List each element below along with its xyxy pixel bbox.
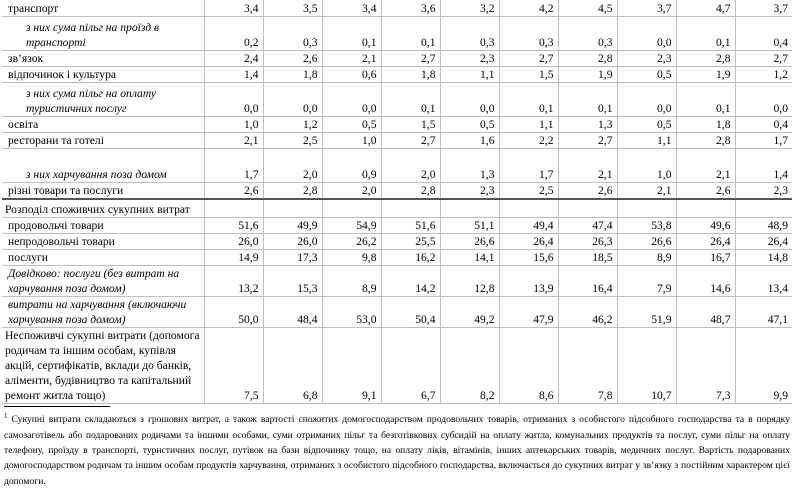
value-cell: 0,4 — [735, 16, 792, 50]
value-cell: 1,1 — [440, 66, 499, 82]
table-row — [2, 328, 792, 404]
value-cell: 0,0 — [440, 82, 499, 116]
value-cell: 26,6 — [440, 234, 499, 250]
value-cell: 8,9 — [617, 250, 676, 266]
value-cell: 10,7 — [617, 328, 676, 404]
value-cell: 1,3 — [558, 116, 617, 132]
table-row — [2, 66, 792, 82]
table-row — [2, 50, 792, 66]
value-cell: 1,2 — [735, 66, 792, 82]
value-cell: 2,0 — [322, 182, 381, 199]
row-label: Розподіл споживчих сукупних витрат — [2, 199, 204, 218]
row-label: послуги — [2, 250, 204, 266]
value-cell: 1,0 — [617, 148, 676, 182]
value-cell: 2,1 — [204, 132, 263, 148]
value-cell: 1,4 — [735, 148, 792, 182]
table-body — [2, 0, 792, 404]
value-cell: 3,4 — [204, 0, 263, 16]
value-cell: 1,7 — [499, 148, 558, 182]
table-row — [2, 16, 792, 50]
value-cell: 2,8 — [676, 50, 735, 66]
value-cell: 1,1 — [617, 132, 676, 148]
value-cell: 48,7 — [676, 297, 735, 328]
value-cell: 2,7 — [499, 50, 558, 66]
value-cell: 50,4 — [381, 297, 440, 328]
value-cell: 7,5 — [204, 328, 263, 404]
value-cell: 26,2 — [322, 234, 381, 250]
value-cell: 26,4 — [735, 234, 792, 250]
value-cell: 1,4 — [204, 66, 263, 82]
value-cell: 0,1 — [558, 82, 617, 116]
value-cell: 12,8 — [440, 266, 499, 297]
row-label: продовольчі товари — [2, 218, 204, 234]
value-cell: 0,4 — [735, 116, 792, 132]
table-row — [2, 199, 792, 218]
value-cell: 16,7 — [676, 250, 735, 266]
value-cell: 25,5 — [381, 234, 440, 250]
value-cell: 2,0 — [381, 148, 440, 182]
row-label: освіта — [2, 116, 204, 132]
value-cell: 0,1 — [381, 16, 440, 50]
value-cell: 3,4 — [322, 0, 381, 16]
value-cell: 2,1 — [676, 148, 735, 182]
value-cell: 14,8 — [735, 250, 792, 266]
value-cell — [204, 199, 263, 218]
value-cell: 2,6 — [263, 50, 322, 66]
row-label: відпочинок і культура — [2, 66, 204, 82]
value-cell: 26,4 — [499, 234, 558, 250]
expenditure-table — [2, 0, 792, 404]
table-row — [2, 218, 792, 234]
row-label: ресторани та готелі — [2, 132, 204, 148]
value-cell: 2,8 — [676, 132, 735, 148]
value-cell: 47,1 — [735, 297, 792, 328]
value-cell: 7,8 — [558, 328, 617, 404]
value-cell: 26,4 — [676, 234, 735, 250]
value-cell: 49,6 — [676, 218, 735, 234]
value-cell: 0,3 — [440, 16, 499, 50]
value-cell: 2,8 — [381, 182, 440, 199]
value-cell: 2,7 — [381, 132, 440, 148]
value-cell: 2,8 — [263, 182, 322, 199]
value-cell: 2,7 — [735, 50, 792, 66]
table-row — [2, 250, 792, 266]
value-cell: 9,9 — [735, 328, 792, 404]
table-row — [2, 297, 792, 328]
value-cell — [322, 199, 381, 218]
value-cell: 0,5 — [617, 116, 676, 132]
footnote-text: Сукупні витрати складаються з грошових витрат, а також вартості спожитих домогосподарством продовольчих товарів, отриманих з особистого підсобного господарства та в порядку самозаготівель або подарованих родичами та іншими особами, суми отриманих пільг та безготівкових субсидій на оплату житла, комунальних продуктів та послуг, суми пільг на оплату телефону, проїзду в транспорті, туристичних послуг, путівок на бази відпочинку тощо, на оплату ліків, вітамінів, інших аптекарських товарів, медичних послуг. Вартість подарованих домогосподарством родичам та іншим особам продуктів харчування, отриманих з особистого підсобного господарства, включається до сукупних витрат у зв’язку з постійним характером цієї допомоги. — [4, 414, 790, 487]
value-cell: 14,1 — [440, 250, 499, 266]
footnote — [4, 409, 790, 489]
value-cell — [617, 199, 676, 218]
row-label: непродовольчі товари — [2, 234, 204, 250]
value-cell: 48,9 — [735, 218, 792, 234]
value-cell: 0,2 — [204, 16, 263, 50]
value-cell: 3,2 — [440, 0, 499, 16]
value-cell: 1,7 — [204, 148, 263, 182]
value-cell: 1,8 — [676, 116, 735, 132]
value-cell: 0,0 — [617, 16, 676, 50]
value-cell — [676, 199, 735, 218]
value-cell: 2,8 — [558, 50, 617, 66]
value-cell: 49,9 — [263, 218, 322, 234]
value-cell: 0,1 — [381, 82, 440, 116]
value-cell: 2,4 — [204, 50, 263, 66]
value-cell: 2,2 — [499, 132, 558, 148]
value-cell — [735, 199, 792, 218]
value-cell: 1,8 — [263, 66, 322, 82]
value-cell: 0,6 — [322, 66, 381, 82]
table-row — [2, 234, 792, 250]
value-cell: 26,0 — [204, 234, 263, 250]
value-cell: 16,4 — [558, 266, 617, 297]
value-cell: 2,5 — [499, 182, 558, 199]
value-cell: 48,4 — [263, 297, 322, 328]
value-cell: 2,1 — [322, 50, 381, 66]
row-label: різні товари та послуги — [2, 182, 204, 199]
value-cell: 0,0 — [735, 82, 792, 116]
value-cell: 15,3 — [263, 266, 322, 297]
value-cell: 14,6 — [676, 266, 735, 297]
value-cell: 51,1 — [440, 218, 499, 234]
value-cell: 2,5 — [263, 132, 322, 148]
value-cell: 2,7 — [558, 132, 617, 148]
value-cell: 9,1 — [322, 328, 381, 404]
value-cell: 1,6 — [440, 132, 499, 148]
value-cell: 2,0 — [263, 148, 322, 182]
table-row — [2, 182, 792, 199]
value-cell: 26,6 — [617, 234, 676, 250]
value-cell: 53,8 — [617, 218, 676, 234]
value-cell: 1,8 — [381, 66, 440, 82]
value-cell: 2,3 — [617, 50, 676, 66]
value-cell — [440, 199, 499, 218]
table-row — [2, 116, 792, 132]
value-cell: 1,3 — [440, 148, 499, 182]
value-cell: 1,2 — [263, 116, 322, 132]
value-cell: 15,6 — [499, 250, 558, 266]
value-cell: 51,9 — [617, 297, 676, 328]
value-cell: 2,6 — [204, 182, 263, 199]
table-row — [2, 148, 792, 182]
value-cell: 2,3 — [440, 50, 499, 66]
value-cell: 0,3 — [499, 16, 558, 50]
value-cell: 1,7 — [735, 132, 792, 148]
value-cell — [558, 199, 617, 218]
value-cell: 4,5 — [558, 0, 617, 16]
value-cell — [499, 199, 558, 218]
value-cell: 0,5 — [322, 116, 381, 132]
value-cell: 14,2 — [381, 266, 440, 297]
table-row — [2, 266, 792, 297]
value-cell: 1,0 — [204, 116, 263, 132]
value-cell: 2,1 — [558, 148, 617, 182]
value-cell: 47,4 — [558, 218, 617, 234]
value-cell: 0,3 — [558, 16, 617, 50]
value-cell: 1,9 — [558, 66, 617, 82]
value-cell: 8,9 — [322, 266, 381, 297]
value-cell: 1,5 — [381, 116, 440, 132]
value-cell: 2,6 — [676, 182, 735, 199]
row-label: Довідково: послуги (без витрат на харчування поза домом) — [2, 266, 204, 297]
value-cell: 46,2 — [558, 297, 617, 328]
value-cell: 8,2 — [440, 328, 499, 404]
footnote-divider — [4, 406, 110, 407]
value-cell: 2,3 — [735, 182, 792, 199]
value-cell: 0,1 — [499, 82, 558, 116]
table-row — [2, 132, 792, 148]
value-cell: 8,6 — [499, 328, 558, 404]
value-cell: 6,7 — [381, 328, 440, 404]
value-cell: 50,0 — [204, 297, 263, 328]
value-cell: 13,4 — [735, 266, 792, 297]
value-cell: 2,6 — [558, 182, 617, 199]
row-label: зв’язок — [2, 50, 204, 66]
value-cell: 2,1 — [617, 182, 676, 199]
value-cell: 51,6 — [381, 218, 440, 234]
row-label: Неспоживчі сукупні витрати (допомога родичам та іншим особам, купівля акцій, сертифікатів, вклади до банків, аліменти, будівництво та капітальний ремонт житла тощо) — [2, 328, 204, 404]
value-cell: 16,2 — [381, 250, 440, 266]
value-cell: 0,1 — [676, 82, 735, 116]
value-cell: 3,7 — [735, 0, 792, 16]
value-cell: 26,3 — [558, 234, 617, 250]
value-cell: 17,3 — [263, 250, 322, 266]
value-cell: 49,2 — [440, 297, 499, 328]
value-cell: 1,5 — [499, 66, 558, 82]
value-cell: 47,9 — [499, 297, 558, 328]
value-cell: 9,8 — [322, 250, 381, 266]
value-cell: 6,8 — [263, 328, 322, 404]
value-cell: 49,4 — [499, 218, 558, 234]
value-cell: 13,9 — [499, 266, 558, 297]
row-label: з них харчування поза домом — [2, 148, 204, 182]
value-cell: 3,7 — [617, 0, 676, 16]
value-cell: 53,0 — [322, 297, 381, 328]
table-row — [2, 0, 792, 16]
value-cell: 51,6 — [204, 218, 263, 234]
value-cell: 7,3 — [676, 328, 735, 404]
value-cell: 1,9 — [676, 66, 735, 82]
value-cell: 18,5 — [558, 250, 617, 266]
value-cell: 0,5 — [617, 66, 676, 82]
value-cell: 0,0 — [204, 82, 263, 116]
value-cell: 0,0 — [263, 82, 322, 116]
value-cell: 0,3 — [263, 16, 322, 50]
value-cell: 3,6 — [381, 0, 440, 16]
row-label: транспорт — [2, 0, 204, 16]
value-cell: 0,0 — [322, 82, 381, 116]
value-cell: 26,0 — [263, 234, 322, 250]
value-cell: 2,7 — [381, 50, 440, 66]
table-row — [2, 82, 792, 116]
value-cell: 0,5 — [440, 116, 499, 132]
value-cell: 1,0 — [322, 132, 381, 148]
value-cell: 4,7 — [676, 0, 735, 16]
value-cell: 0,9 — [322, 148, 381, 182]
value-cell: 14,9 — [204, 250, 263, 266]
row-label: з них сума пільг на проїзд в транспорті — [2, 16, 204, 50]
value-cell: 54,9 — [322, 218, 381, 234]
value-cell — [381, 199, 440, 218]
row-label: витрати на харчування (включаючи харчування поза домом) — [2, 297, 204, 328]
value-cell: 1,1 — [499, 116, 558, 132]
value-cell: 2,3 — [440, 182, 499, 199]
value-cell: 3,5 — [263, 0, 322, 16]
row-label: з них сума пільг на оплату туристичних послуг — [2, 82, 204, 116]
value-cell: 4,2 — [499, 0, 558, 16]
value-cell: 0,1 — [676, 16, 735, 50]
value-cell: 13,2 — [204, 266, 263, 297]
value-cell: 0,1 — [322, 16, 381, 50]
value-cell — [263, 199, 322, 218]
footnote-marker: 1 — [4, 412, 8, 420]
value-cell: 7,9 — [617, 266, 676, 297]
value-cell: 0,0 — [617, 82, 676, 116]
